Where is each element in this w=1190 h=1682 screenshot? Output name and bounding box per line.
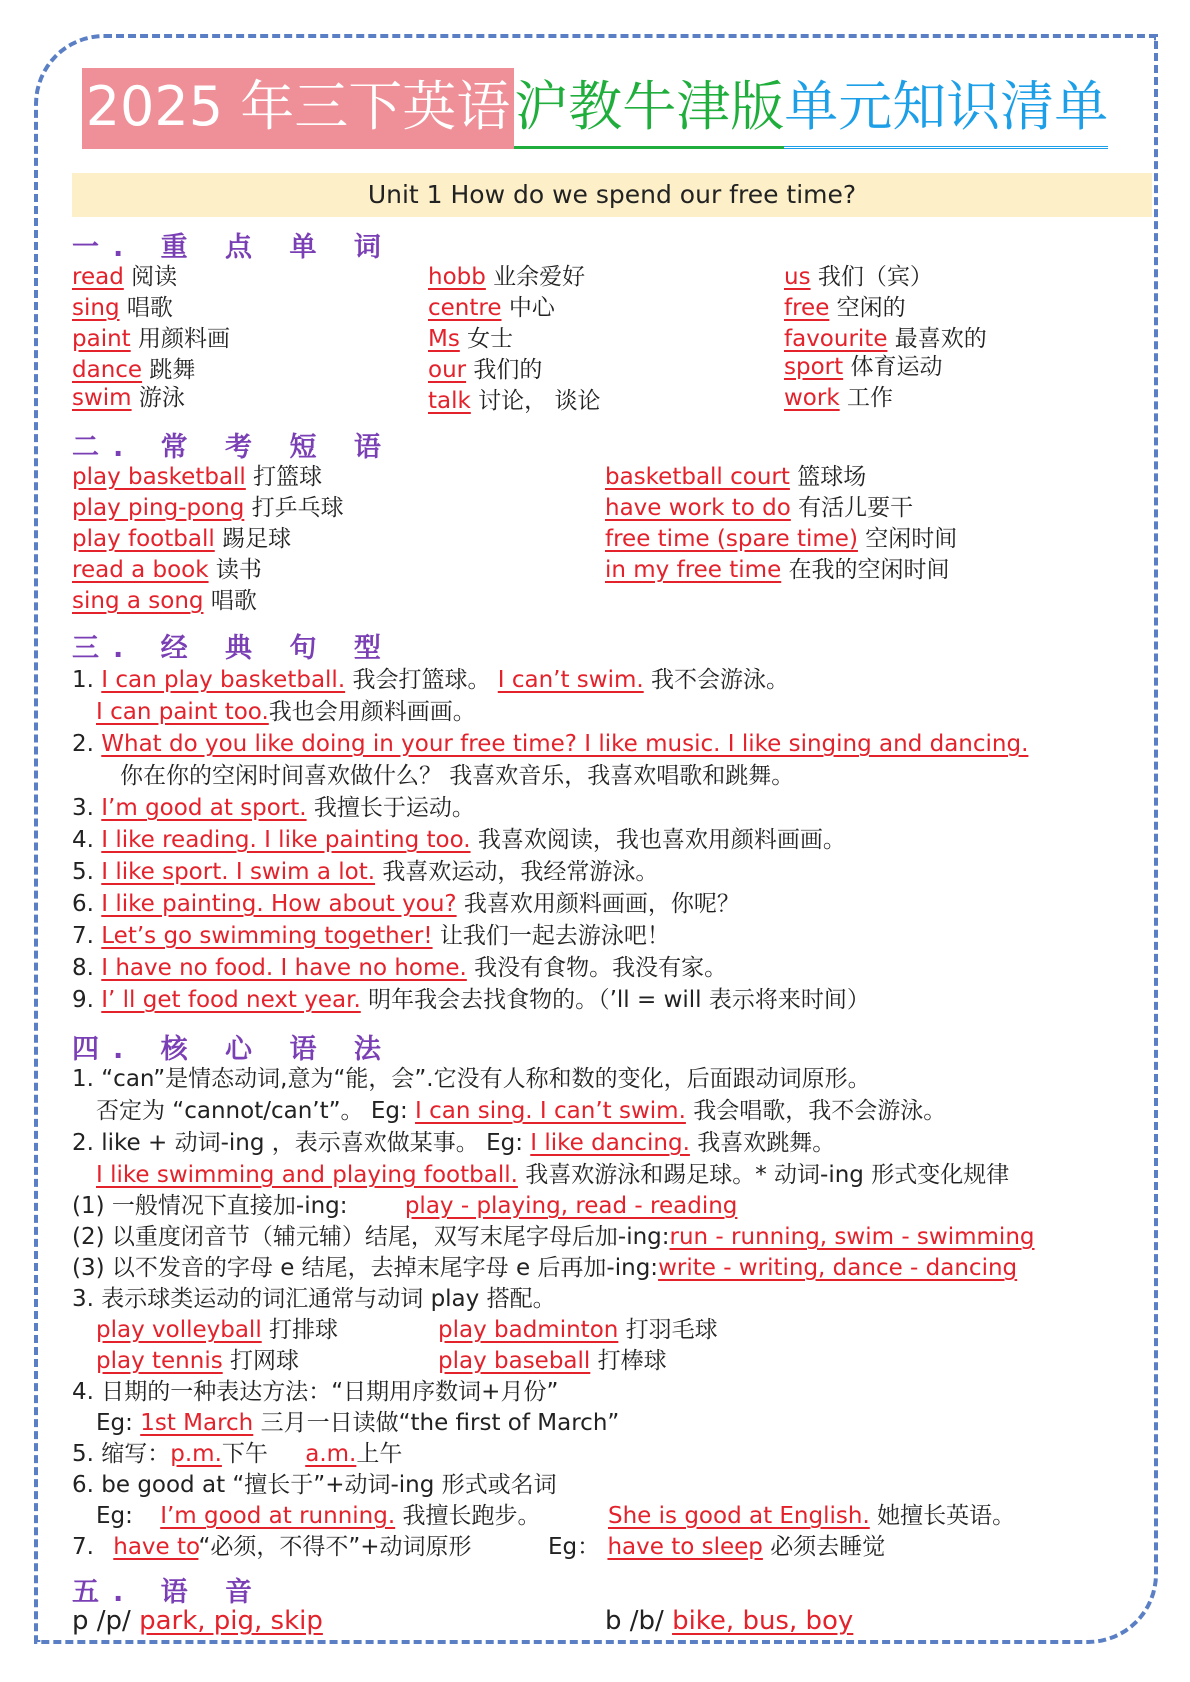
phrase-item: read a book 读书 bbox=[72, 557, 262, 583]
title-part3: 单元知识清单 bbox=[784, 68, 1108, 149]
phrase-item: basketball court 篮球场 bbox=[605, 464, 867, 490]
ball-sport-item: play volleyball 打排球 bbox=[96, 1317, 339, 1343]
ball-sport-item: play tennis 打网球 bbox=[96, 1348, 300, 1374]
word-item: work 工作 bbox=[784, 385, 893, 411]
grammar-example: 否定为 “cannot/can’t”。 Eg: I can sing. I can’t swim. 我会唱歌，我不会游泳。 bbox=[96, 1098, 947, 1124]
sentence-item: 1. I can play basketball. 我会打篮球。 I can’t swim. 我不会游泳。 bbox=[72, 667, 790, 693]
sentence-item: I can paint too.我也会用颜料画画。 bbox=[96, 699, 476, 725]
grammar-example: Eg: 1st March 三月一日读做“the first of March” bbox=[96, 1410, 620, 1436]
grammar-point: 7. have to“必须，不得不”+动词原形 bbox=[72, 1534, 472, 1560]
grammar-example: Eg： have to sleep 必须去睡觉 bbox=[548, 1534, 886, 1560]
section-grammar-heading: 四. 核 心 语 法 bbox=[72, 1034, 395, 1065]
sentence-item: 9. I’ ll get food next year. 明年我会去找食物的。（’ll = will 表示将来时间） bbox=[72, 987, 870, 1013]
word-item: Ms 女士 bbox=[428, 326, 514, 352]
grammar-point: 1. “can”是情态动词,意为“能，会”.它没有人称和数的变化，后面跟动词原形。 bbox=[72, 1066, 871, 1092]
grammar-example: I like swimming and playing football. 我喜欢游泳和踢足球。* 动词-ing 形式变化规律 bbox=[96, 1162, 1010, 1188]
section-sentences-heading: 三. 经 典 句 型 bbox=[72, 633, 395, 664]
word-item: us 我们（宾） bbox=[784, 264, 933, 290]
grammar-point: 3. 表示球类运动的词汇通常与动词 play 搭配。 bbox=[72, 1286, 556, 1312]
word-item: free 空闲的 bbox=[784, 295, 906, 321]
word-item: dance 跳舞 bbox=[72, 357, 196, 383]
title-part2: 沪教牛津版 bbox=[514, 68, 784, 149]
word-item: read 阅读 bbox=[72, 264, 178, 290]
word-item: sport 体育运动 bbox=[784, 354, 943, 380]
phrase-item: sing a song 唱歌 bbox=[72, 588, 257, 614]
word-item: our 我们的 bbox=[428, 357, 543, 383]
sentence-item: 3. I’m good at sport. 我擅长于运动。 bbox=[72, 795, 475, 821]
grammar-point: 2. like + 动词-ing ，表示喜欢做某事。 Eg: I like dancing. 我喜欢跳舞。 bbox=[72, 1130, 836, 1156]
grammar-rule: (2) 以重度闭音节（辅元辅）结尾，双写末尾字母后加-ing:run - running, swim - swimming bbox=[72, 1224, 1035, 1250]
ball-sport-item: play badminton 打羽毛球 bbox=[438, 1317, 718, 1343]
phrase-item: play ping-pong 打乒乓球 bbox=[72, 495, 344, 521]
grammar-point: 6. be good at “擅长于”+动词-ing 形式或名词 bbox=[72, 1472, 557, 1498]
word-item: paint 用颜料画 bbox=[72, 326, 230, 352]
section-phrases-heading: 二. 常 考 短 语 bbox=[72, 432, 395, 463]
word-item: swim 游泳 bbox=[72, 385, 185, 411]
ball-sport-item: play baseball 打棒球 bbox=[438, 1348, 667, 1374]
word-item: centre 中心 bbox=[428, 295, 555, 321]
phrase-item: play basketball 打篮球 bbox=[72, 464, 323, 490]
word-item: talk 讨论， 谈论 bbox=[428, 388, 601, 414]
grammar-point: 4. 日期的一种表达方法：“日期用序数词+月份” bbox=[72, 1379, 559, 1405]
phonics-item: p /p/ park, pig, skip bbox=[72, 1606, 323, 1636]
grammar-example: Eg: I’m good at running. 我擅长跑步。 bbox=[96, 1503, 541, 1529]
sentence-item: 6. I like painting. How about you? 我喜欢用颜料画画，你呢？ bbox=[72, 891, 740, 917]
sentence-item: 7. Let’s go swimming together! 让我们一起去游泳吧！ bbox=[72, 923, 670, 949]
sentence-translation: 你在你的空闲时间喜欢做什么？ 我喜欢音乐，我喜欢唱歌和跳舞。 bbox=[120, 763, 795, 789]
grammar-example: She is good at English. 她擅长英语。 bbox=[608, 1503, 1016, 1529]
phrase-item: free time (spare time) 空闲时间 bbox=[605, 526, 958, 552]
section-words-heading: 一. 重 点 单 词 bbox=[72, 232, 395, 263]
grammar-point: 5. 缩写：p.m.下午 a.m.上午 bbox=[72, 1441, 403, 1467]
sentence-item: 2. What do you like doing in your free time? I like music. I like singing and dancing. bbox=[72, 731, 1029, 757]
page-title bbox=[0, 68, 1190, 149]
word-item: sing 唱歌 bbox=[72, 295, 173, 321]
title-part1: 2025 年三下英语 bbox=[82, 68, 515, 149]
sentence-item: 4. I like reading. I like painting too. 我喜欢阅读，我也喜欢用颜料画画。 bbox=[72, 827, 846, 853]
sentence-item: 8. I have no food. I have no home. 我没有食物。我没有家。 bbox=[72, 955, 728, 981]
phrase-item: have work to do 有活儿要干 bbox=[605, 495, 914, 521]
word-item: hobb 业余爱好 bbox=[428, 264, 586, 290]
grammar-rule: (1) 一般情况下直接加-ing: play - playing, read - reading bbox=[72, 1193, 738, 1219]
word-item: favourite 最喜欢的 bbox=[784, 326, 987, 352]
phrase-item: in my free time 在我的空闲时间 bbox=[605, 557, 950, 583]
sentence-item: 5. I like sport. I swim a lot. 我喜欢运动，我经常游泳。 bbox=[72, 859, 659, 885]
phrase-item: play football 踢足球 bbox=[72, 526, 292, 552]
phonics-item: b /b/ bike, bus, boy bbox=[605, 1606, 854, 1636]
unit-heading: Unit 1 How do we spend our free time? bbox=[72, 173, 1152, 217]
section-phonics-heading: 五. 语 音 bbox=[72, 1577, 267, 1608]
grammar-rule: (3) 以不发音的字母 e 结尾，去掉末尾字母 e 后再加-ing:write - writing, dance - dancing bbox=[72, 1255, 1018, 1281]
